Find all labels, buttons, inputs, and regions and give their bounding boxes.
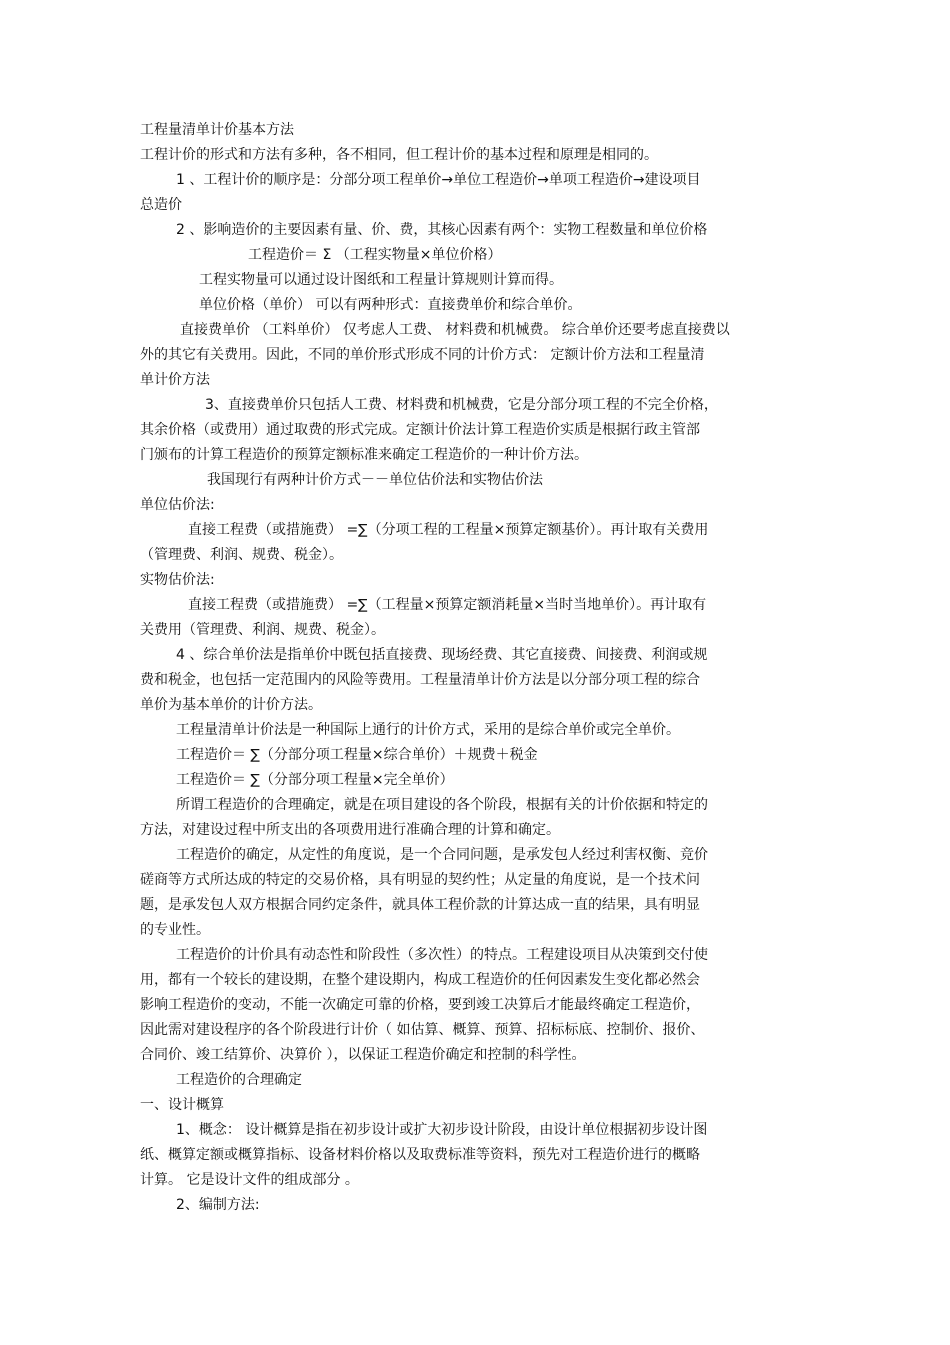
text-line: 工程造价的计价具有动态性和阶段性（多次性）的特点。工程建设项目从决策到交付使 (176, 947, 708, 963)
text-line: 题，是承发包人双方根据合同约定条件，就具体工程价款的计算达成一直的结果，具有明显 (140, 897, 700, 913)
section-heading: 工程造价的合理确定 (176, 1072, 302, 1088)
text-line: 其余价格（或费用）通过取费的形式完成。定额计价法计算工程造价实质是根据行政主管部 (140, 422, 700, 438)
text-line: 费和税金，也包括一定范围内的风险等费用。工程量清单计价方法是以分部分项工程的综合 (140, 672, 700, 688)
formula-line: 直接工程费（或措施费） =∑（分项工程的工程量×预算定额基价）。再计取有关费用 (188, 522, 709, 538)
formula-line: 直接工程费（或措施费） =∑（工程量×预算定额消耗量×当时当地单价）。再计取有 (188, 597, 707, 613)
formula-line: 工程造价＝ ∑（分部分项工程量×完全单价） (176, 772, 454, 788)
text-line: 方法，对建设过程中所支出的各项费用进行准确合理的计算和确定。 (140, 822, 560, 838)
text-line: 外的其它有关费用。因此，不同的单价形式形成不同的计价方式： 定额计价方法和工程量清 (140, 347, 705, 363)
text-line: 工程实物量可以通过设计图纸和工程量计算规则计算而得。 (199, 272, 563, 288)
text-line: 的专业性。 (140, 922, 210, 938)
text-line: 关费用（管理费、利润、规费、税金）。 (140, 622, 385, 638)
text-line: 实物估价法: (140, 572, 215, 588)
text-line: 总造价 (140, 197, 182, 213)
text-line: 门颁布的计算工程造价的预算定额标准来确定工程造价的一种计价方法。 (140, 447, 588, 463)
text-line: 影响工程造价的变动，不能一次确定可靠的价格，要到竣工决算后才能最终确定工程造价， (140, 997, 700, 1013)
text-line: 工程造价的确定，从定性的角度说，是一个合同问题，是承发包人经过利害权衡、竞价 (176, 847, 708, 863)
text-line: 所谓工程造价的合理确定，就是在项目建设的各个阶段，根据有关的计价依据和特定的 (176, 797, 708, 813)
text-line: 纸、概算定额或概算指标、设备材料价格以及取费标准等资料，预先对工程造价进行的概略 (140, 1147, 700, 1163)
text-line: 3、直接费单价只包括人工费、材料费和机械费，它是分部分项工程的不完全价格， (205, 397, 718, 413)
text-line: 合同价、竣工结算价、决算价 ），以保证工程造价确定和控制的科学性。 (140, 1047, 586, 1063)
formula-line: 工程造价＝ ∑（分部分项工程量×综合单价）＋规费＋税金 (176, 747, 538, 763)
text-line: 用，都有一个较长的建设期，在整个建设期内，构成工程造价的任何因素发生变化都必然会 (140, 972, 700, 988)
text-line: 工程量清单计价法是一种国际上通行的计价方式，采用的是综合单价或完全单价。 (176, 722, 680, 738)
doc-title: 工程量清单计价基本方法 (140, 122, 294, 138)
text-line: 直接费单价 （工料单价） 仅考虑人工费、 材料费和机械费。 综合单价还要考虑直接费以 (180, 322, 730, 338)
text-line: 磋商等方式所达成的特定的交易价格，具有明显的契约性；从定量的角度说，是一个技术问 (140, 872, 700, 888)
text-line: 计算。 它是设计文件的组成部分 。 (140, 1172, 359, 1188)
section-heading: 一、设计概算 (140, 1097, 224, 1113)
text-line: 4 、综合单价法是指单价中既包括直接费、现场经费、其它直接费、间接费、利润或规 (176, 647, 708, 663)
text-line: 单计价方法 (140, 372, 210, 388)
text-line: 2 、影响造价的主要因素有量、价、费，其核心因素有两个：实物工程数量和单位价格 (176, 222, 708, 238)
text-line: 因此需对建设程序的各个阶段进行计价（ 如估算、概算、预算、招标标底、控制价、报价、 (140, 1022, 705, 1038)
text-line: （管理费、利润、规费、税金）。 (140, 547, 343, 563)
text-line: 工程计价的形式和方法有多种，各不相同，但工程计价的基本过程和原理是相同的。 (140, 147, 658, 163)
text-line: 单位价格（单价） 可以有两种形式：直接费单价和综合单价。 (199, 297, 582, 313)
text-line: 1 、工程计价的顺序是：分部分项工程单价→单位工程造价→单项工程造价→建设项目 (176, 172, 701, 188)
text-line: 单价为基本单价的计价方法。 (140, 697, 322, 713)
text-line: 2、编制方法: (176, 1197, 260, 1213)
text-line: 我国现行有两种计价方式－－单位估价法和实物估价法 (207, 472, 543, 488)
text-line: 单位估价法: (140, 497, 215, 513)
formula-line: 工程造价＝ Σ （工程实物量×单位价格） (248, 247, 502, 263)
text-line: 1、概念： 设计概算是指在初步设计或扩大初步设计阶段，由设计单位根据初步设计图 (176, 1122, 708, 1138)
